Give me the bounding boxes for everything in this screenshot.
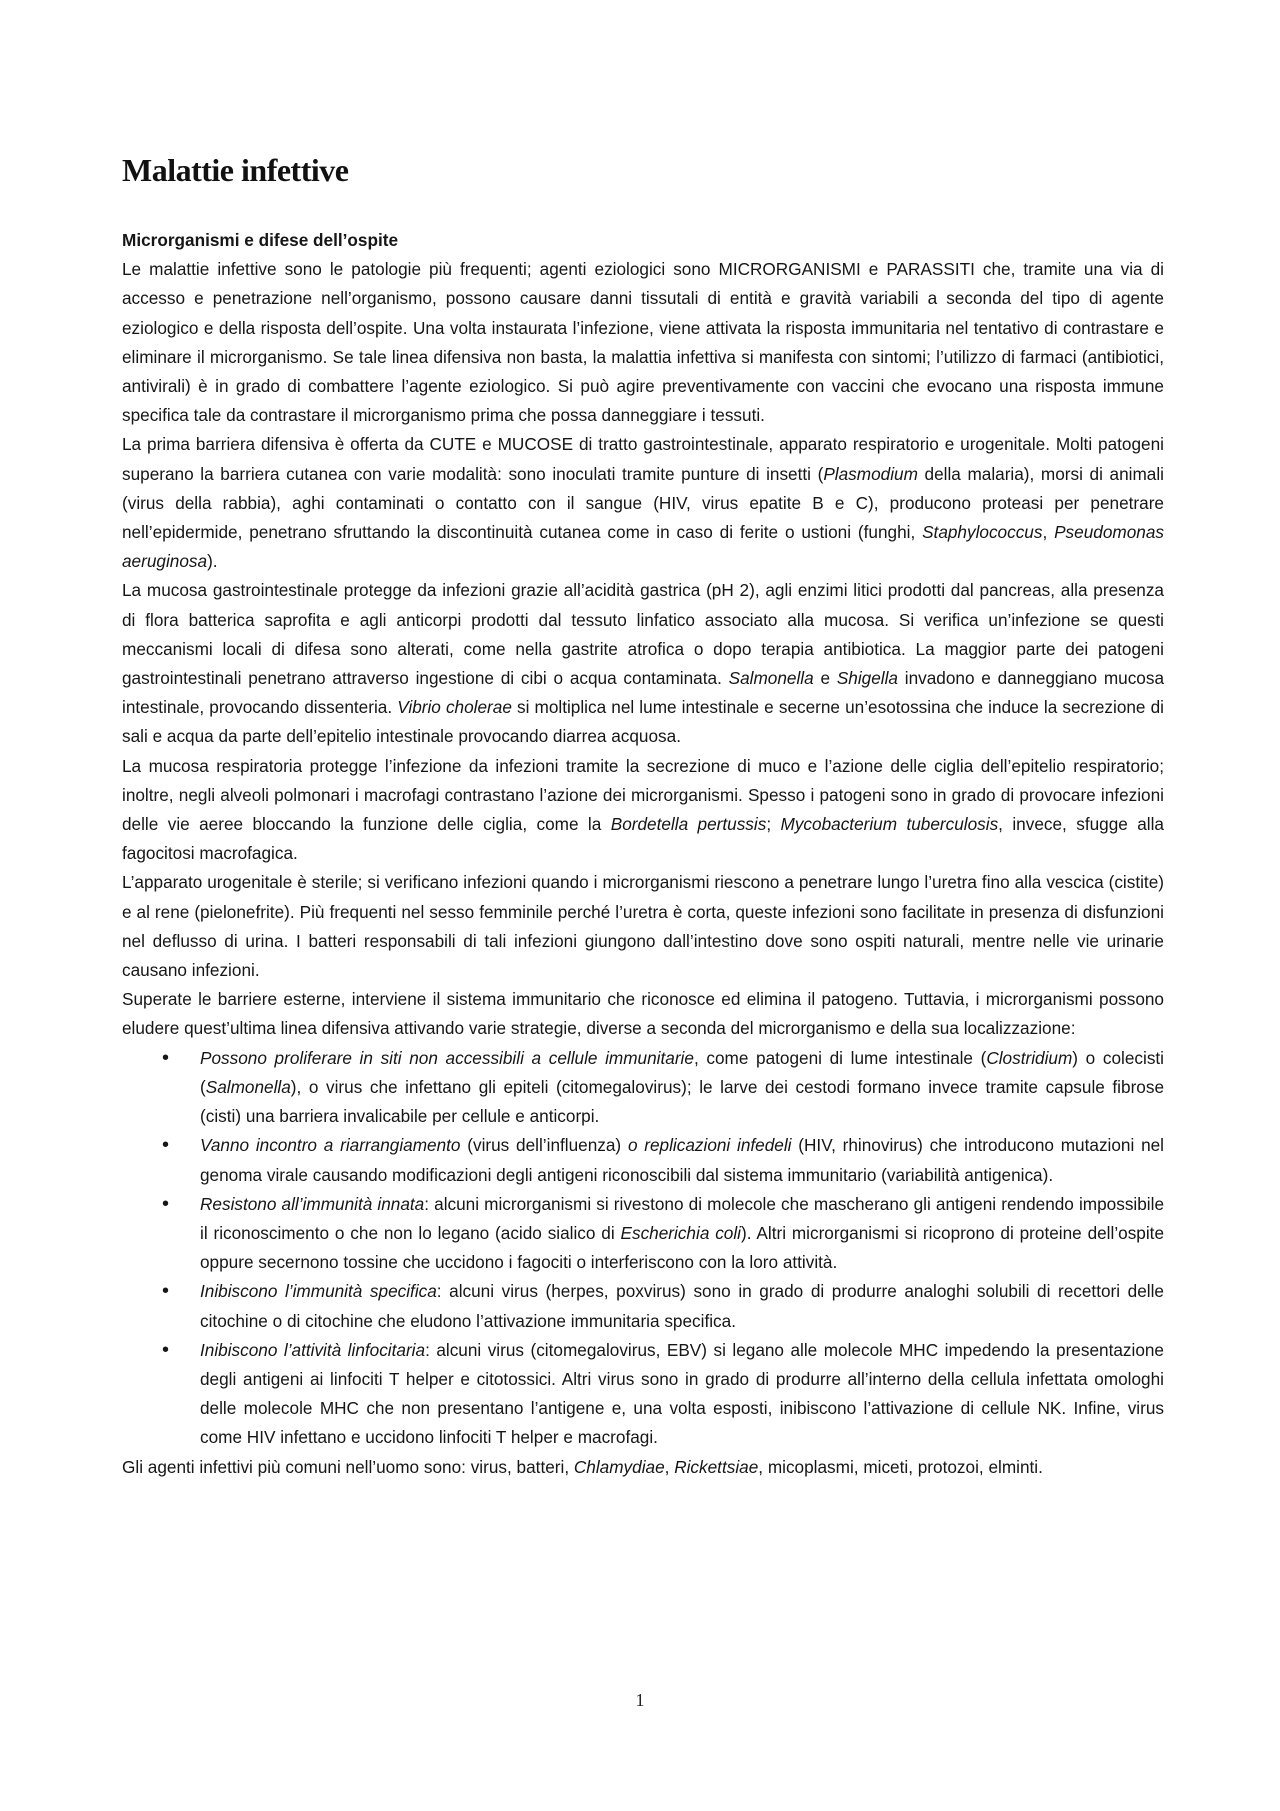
page-number: 1 bbox=[635, 1690, 645, 1710]
italic-text: Escherichia coli bbox=[620, 1222, 742, 1243]
text-run: (HIV, rhinovirus) che introducono mutazioni nel genoma virale causando modificazioni degli antigeni riconoscibili dal sistema immunitario (variabilità antigenica). bbox=[200, 1135, 1165, 1185]
italic-text: Inibiscono l’attività linfocitaria bbox=[200, 1339, 426, 1360]
paragraph bbox=[122, 985, 1164, 1043]
text-run: La mucosa respiratoria protegge l’infezione da infezioni tramite la secrezione di muco e l’azione delle ciglia dell’epitelio respiratorio; inoltre, negli alveoli polmonari i macrofagi contrastano l’azione dei microrganismi. Spesso i patogeni sono in grado di provocare infezioni delle vie aeree bloccando la funzione delle ciglia, come la bbox=[122, 755, 1164, 835]
list-item bbox=[122, 1277, 1164, 1335]
list-item bbox=[122, 1190, 1164, 1278]
paragraph bbox=[122, 752, 1164, 869]
text-run: , invece, sfugge alla fagocitosi macrofagica. bbox=[122, 814, 1164, 864]
italic-text: Inibiscono l’immunità specifica bbox=[200, 1281, 437, 1302]
italic-text: Possono proliferare in siti non accessibili a cellule immunitarie bbox=[200, 1047, 694, 1068]
text-run: Gli agenti infettivi più comuni nell’uomo sono: virus, batteri, bbox=[122, 1456, 574, 1477]
italic-text: Bordetella pertussis bbox=[610, 814, 767, 835]
outro-paragraphs bbox=[122, 1453, 1164, 1482]
text-run: , bbox=[664, 1456, 675, 1477]
text-run: , micoplasmi, miceti, protozoi, elminti. bbox=[758, 1456, 1043, 1477]
section-subtitle: Microrganismi e difese dell’ospite bbox=[122, 230, 399, 250]
italic-text: Vibrio cholerae bbox=[397, 697, 512, 718]
text-run: e bbox=[813, 668, 837, 689]
text-run: invadono e danneggiano mucosa intestinale, provocando dissenteria. bbox=[122, 668, 1165, 718]
italic-text: Salmonella bbox=[728, 668, 814, 689]
italic-text: Staphylococcus bbox=[922, 522, 1043, 543]
text-run: si moltiplica nel lume intestinale e secerne un’esotossina che induce la secrezione di sali e acqua da parte dell’epitelio intestinale provocando diarrea acquosa. bbox=[122, 697, 1164, 747]
strategy-list bbox=[122, 1044, 1164, 1453]
text-run: : alcuni microrganismi si rivestono di molecole che mascherano gli antigeni rendendo impossibile il riconoscimento o che non lo legano (acido sialico di bbox=[200, 1193, 1165, 1243]
text-run: , bbox=[1042, 522, 1055, 543]
paragraph bbox=[122, 1453, 1164, 1482]
italic-text: Mycobacterium tuberculosis bbox=[780, 814, 999, 835]
text-run: La prima barriera difensiva è offerta da CUTE e MUCOSE di tratto gastrointestinale, apparato respiratorio e urogenitale. Molti patogeni superano la barriera cutanea con varie modalità: sono inoculati tramite punture di insetti ( bbox=[122, 434, 1164, 484]
italic-text: Resistono all’immunità innata bbox=[200, 1193, 425, 1214]
italic-text: Plasmodium bbox=[823, 463, 918, 484]
paragraph bbox=[122, 430, 1164, 576]
text-run: : alcuni virus (herpes, poxvirus) sono in grado di produrre analoghi solubili di recettori delle citochine o di citochine che eludono l’attivazione immunitaria specifica. bbox=[200, 1281, 1164, 1331]
list-item bbox=[122, 1336, 1164, 1453]
text-run: : alcuni virus (citomegalovirus, EBV) si legano alle molecole MHC impedendo la presentazione degli antigeni ai linfociti T helper e citotossici. Altri virus sono in grado di produrre all’interno della cellula infettata omologhi delle molecole MHC che non presentano l’antigene e, una volta esposti, inibiscono l’attivazione di cellule NK. Infine, virus come HIV infettano e uccidono linfociti T helper e macrofagi. bbox=[200, 1339, 1164, 1448]
italic-text: Rickettsiae bbox=[674, 1456, 759, 1477]
list-item bbox=[122, 1131, 1164, 1189]
text-run: ), o virus che infettano gli epiteli (citomegalovirus); le larve dei cestodi formano invece tramite capsule fibrose (cisti) una barriera invalicabile per cellule e anticorpi. bbox=[200, 1076, 1164, 1127]
page-title: Malattie infettive bbox=[122, 152, 349, 188]
italic-text: Salmonella bbox=[205, 1076, 291, 1097]
text-run: ). Altri microrganismi si ricoprono di proteine dell’ospite oppure secernono tossine che uccidono i fagociti o interferiscono con la loro attività. bbox=[200, 1222, 1165, 1273]
text-run: La mucosa gastrointestinale protegge da infezioni grazie all’acidità gastrica (pH 2), agli enzimi litici prodotti dal pancreas, alla presenza di flora batterica saprofita e agli anticorpi prodotti dal tessuto linfatico associato alla mucosa. Si verifica un’infezione se questi meccanismi locali di difesa sono alterati, come nella gastrite atrofica o dopo terapia antibiotica. La maggior parte dei patogeni gastrointestinali penetrano attraverso ingestione di cibi o acqua contaminata. bbox=[122, 580, 1164, 689]
document-body bbox=[122, 226, 1164, 1482]
italic-text: Clostridium bbox=[986, 1047, 1073, 1068]
text-run: L’apparato urogenitale è sterile; si verificano infezioni quando i microrganismi riescono a penetrare lungo l’uretra fino alla vescica (cistite) e al rene (pielonefrite). Più frequenti nel sesso femminile perché l’uretra è corta, queste infezioni sono facilitate in presenza di disfunzioni nel deflusso di urina. I batteri responsabili di tali infezioni giungono dall’intestino dove sono ospiti naturali, mentre nelle vie urinarie causano infezioni. bbox=[122, 872, 1164, 981]
text-run: ; bbox=[766, 814, 781, 835]
text-run: Superate le barriere esterne, interviene il sistema immunitario che riconosce ed elimina il patogeno. Tuttavia, i microrganismi possono eludere quest’ultima linea difensiva attivando varie strategie, diverse a seconda del microrganismo e della sua localizzazione: bbox=[122, 989, 1164, 1039]
text-run: ). bbox=[207, 551, 218, 572]
text-run: Le malattie infettive sono le patologie più frequenti; agenti eziologici sono MICRORGANISMI e PARASSITI che, tramite una via di accesso e penetrazione nell’organismo, possono causare danni tissutali di entità e gravità variabili a seconda del tipo di agente eziologico e della risposta dell’ospite. Una volta instaurata l’infezione, viene attivata la risposta immunitaria nel tentativo di contrastare e eliminare il microrganismo. Se tale linea difensiva non basta, la malattia infettiva si manifesta con sintomi; l’utilizzo di farmaci (antibiotici, antivirali) è in grado di combattere l’agente eziologico. Si può agire preventivamente con vaccini che evocano una risposta immune specifica tale da contrastare il microrganismo prima che possa danneggiare i tessuti. bbox=[122, 259, 1164, 426]
paragraph bbox=[122, 868, 1164, 985]
paragraph bbox=[122, 576, 1164, 751]
text-run: , come patogeni di lume intestinale ( bbox=[693, 1047, 987, 1068]
text-run: (virus dell’influenza) bbox=[460, 1135, 628, 1156]
intro-paragraphs bbox=[122, 255, 1164, 1043]
italic-text: Chlamydiae bbox=[573, 1456, 665, 1477]
italic-text: Shigella bbox=[836, 668, 898, 689]
text-run: della malaria), morsi di animali (virus della rabbia), aghi contaminati o contatto con il sangue (HIV, virus epatite B e C), producono proteasi per penetrare nell’epidermide, penetrano sfruttando la discontinuità cutanea come in caso di ferite o ustioni (funghi, bbox=[122, 463, 1164, 543]
italic-text: o replicazioni infedeli bbox=[627, 1135, 792, 1156]
list-item bbox=[122, 1044, 1164, 1132]
italic-text: Pseudomonas aeruginosa bbox=[122, 522, 1164, 572]
italic-text: Vanno incontro a riarrangiamento bbox=[200, 1135, 461, 1156]
text-run: ) o colecisti ( bbox=[200, 1047, 1165, 1097]
paragraph bbox=[122, 255, 1164, 430]
